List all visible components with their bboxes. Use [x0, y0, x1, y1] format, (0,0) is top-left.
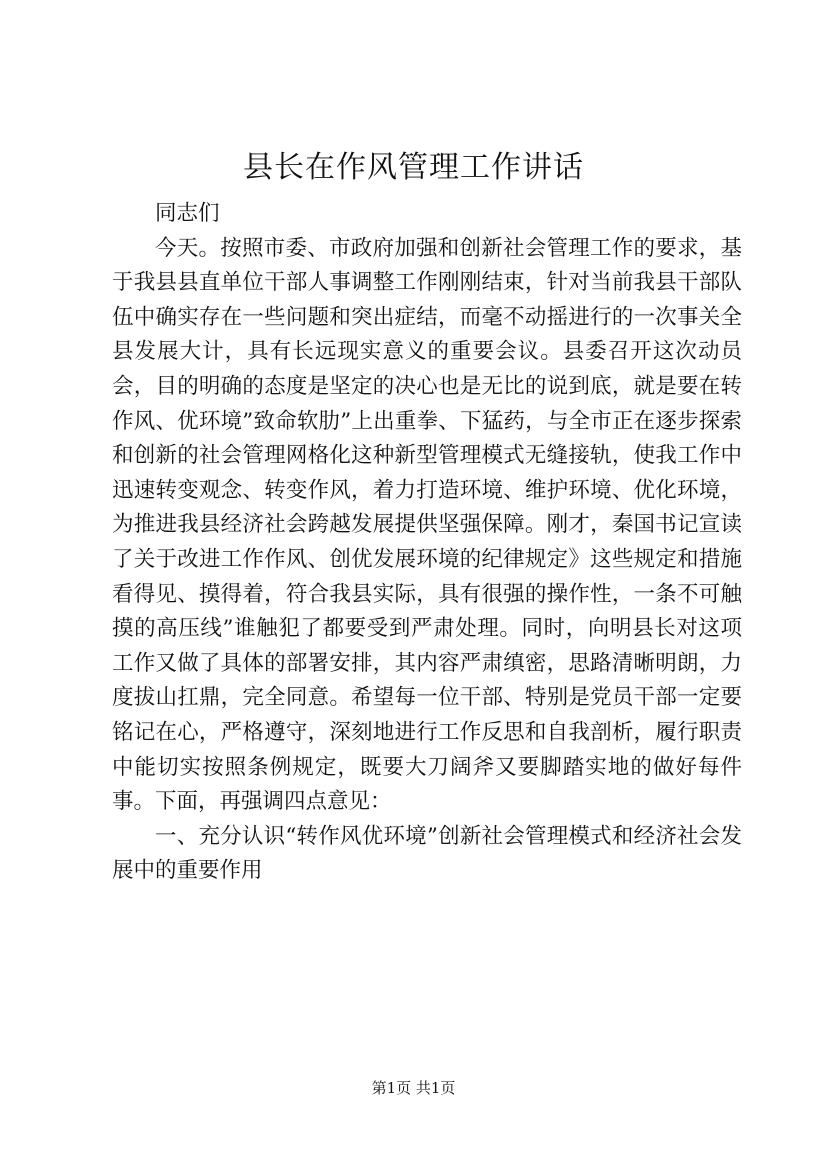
page-footer — [0, 1078, 827, 1098]
section-heading: 一、充分认识“转作风优环境”创新社会管理模式和经济社会发展中的重要作用 — [112, 823, 742, 884]
document-title: 县长在作风管理工作讲话 — [243, 150, 584, 185]
salutation: 同志们 — [155, 201, 220, 226]
body-paragraph: 今天。按照市委、市政府加强和创新社会管理工作的要求，基于我县县直单位干部人事调整工作刚刚结束，针对当前我县干部队伍中确实存在一些问题和突出症结，而毫不动摇进行的一次事关全县发展大计，具有长远现实意义的重要会议。县委召开这次动员会，目的明确的态度是坚定的决心也是无比的说到底，就是要在转作风、优环境”致命软肋”上出重拳、下猛药，与全市正在逐步探索和创新的社会管理网格化这种新型管理模式无缝接轨，使我工作中迅速转变观念、转变作风，着力打造环境、维护环境、优化环境，为推进我县经济社会跨越发展提供坚强保障。刚才，秦国书记宣读了关于改进工作作风、创优发展环境的纪律规定》这些规定和措施看得见、摸得着，符合我县实际，具有很强的操作性，一条不可触摸的高压线”谁触犯了都要受到严肃处理。同时，向明县长对这项工作又做了具体的部署安排，其内容严肃缜密，思路清晰明朗，力度拔山扛鼎，完全同意。希望每一位干部、特别是党员干部一定要铭记在心，严格遵守，深刻地进行工作反思和自我剖析，履行职责中能切实按照条例规定，既要大刀阔斧又要脚踏实地的做好每件事。下面，再强调四点意见： — [112, 235, 742, 815]
document-body — [112, 197, 742, 889]
page-indicator: 第1页 共1页 — [371, 1079, 456, 1097]
